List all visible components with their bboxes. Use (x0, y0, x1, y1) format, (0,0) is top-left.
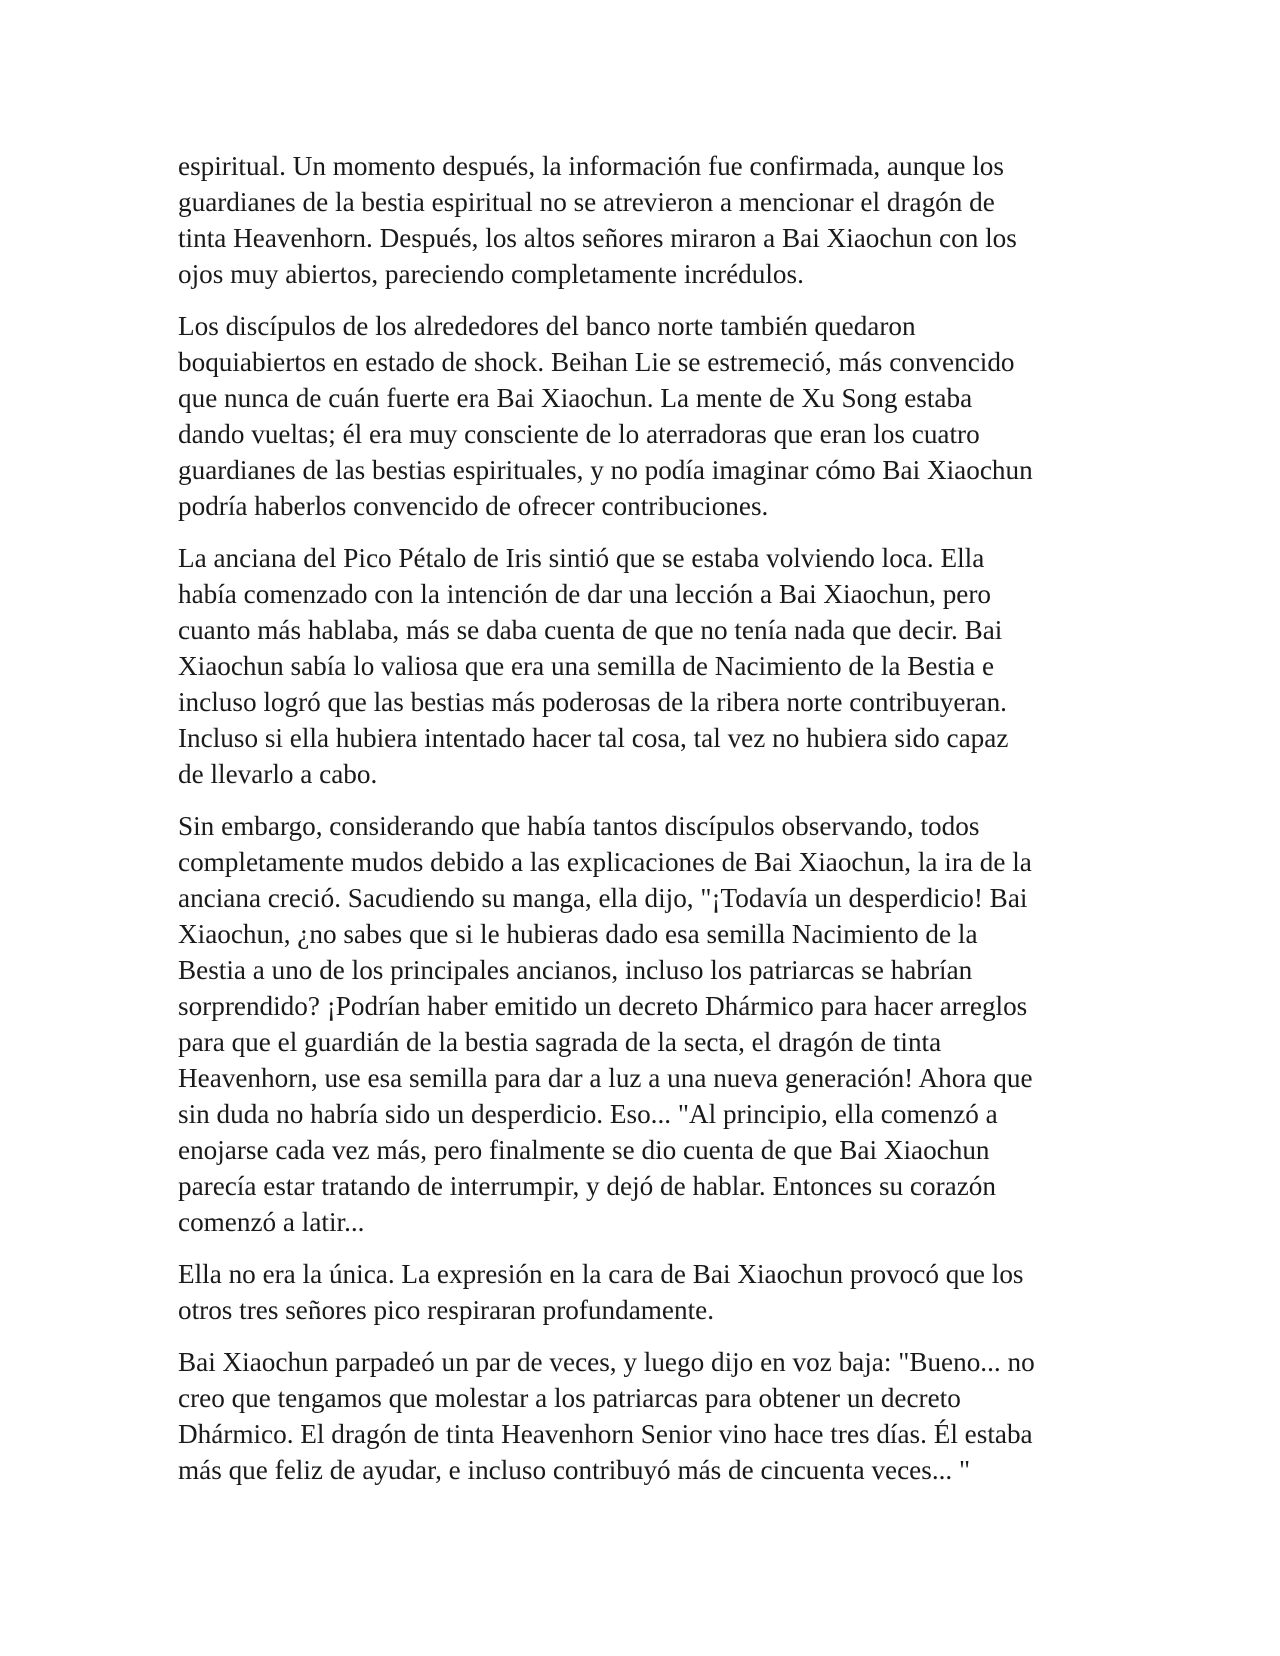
paragraph-4: Sin embargo, considerando que había tantos discípulos observando, todos completamente mudos debido a las explicaciones de Bai Xiaochun, la ira de la anciana creció. Sacudiendo su manga, ella dijo, "¡Todavía un desperdicio! Bai Xiaochun, ¿no sabes que si le hubieras dado esa semilla Nacimiento de la Bestia a uno de los principales ancianos, incluso los patriarcas se habrían sorprendido? ¡Podrían haber emitido un decreto Dhármico para hacer arreglos para que el guardián de la bestia sagrada de la secta, el dragón de tinta Heavenhorn, use esa semilla para dar a luz a una nueva generación! Ahora que sin duda no habría sido un desperdicio. Eso... "Al principio, ella comenzó a enojarse cada vez más, pero finalmente se dio cuenta de que Bai Xiaochun parecía estar tratando de interrumpir, y dejó de hablar. Entonces su corazón comenzó a latir... (178, 811, 1033, 1237)
paragraph-5: Ella no era la única. La expresión en la cara de Bai Xiaochun provocó que los otros tres señores pico respiraran profundamente. (178, 1259, 1024, 1325)
document-body (178, 148, 1104, 1504)
paragraph-6: Bai Xiaochun parpadeó un par de veces, y luego dijo en voz baja: "Bueno... no creo que tengamos que molestar a los patriarcas para obtener un decreto Dhármico. El dragón de tinta Heavenhorn Senior vino hace tres días. Él estaba más que feliz de ayudar, e incluso contribuyó más de cincuenta veces... " (178, 1347, 1035, 1485)
paragraph-3: La anciana del Pico Pétalo de Iris sintió que se estaba volviendo loca. Ella había comenzado con la intención de dar una lección a Bai Xiaochun, pero cuanto más hablaba, más se daba cuenta de que no tenía nada que decir. Bai Xiaochun sabía lo valiosa que era una semilla de Nacimiento de la Bestia e incluso logró que las bestias más poderosas de la ribera norte contribuyeran. Incluso si ella hubiera intentado hacer tal cosa, tal vez no hubiera sido capaz de llevarlo a cabo. (178, 543, 1009, 789)
paragraph-1: espiritual. Un momento después, la información fue confirmada, aunque los guardianes de la bestia espiritual no se atrevieron a mencionar el dragón de tinta Heavenhorn. Después, los altos señores miraron a Bai Xiaochun con los ojos muy abiertos, pareciendo completamente incrédulos. (178, 151, 1017, 289)
paragraph-2: Los discípulos de los alrededores del banco norte también quedaron boquiabiertos en estado de shock. Beihan Lie se estremeció, más convencido que nunca de cuán fuerte era Bai Xiaochun. La mente de Xu Song estaba dando vueltas; él era muy consciente de lo aterradoras que eran los cuatro guardianes de las bestias espirituales, y no podía imaginar cómo Bai Xiaochun podría haberlos convencido de ofrecer contribuciones. (178, 311, 1033, 521)
